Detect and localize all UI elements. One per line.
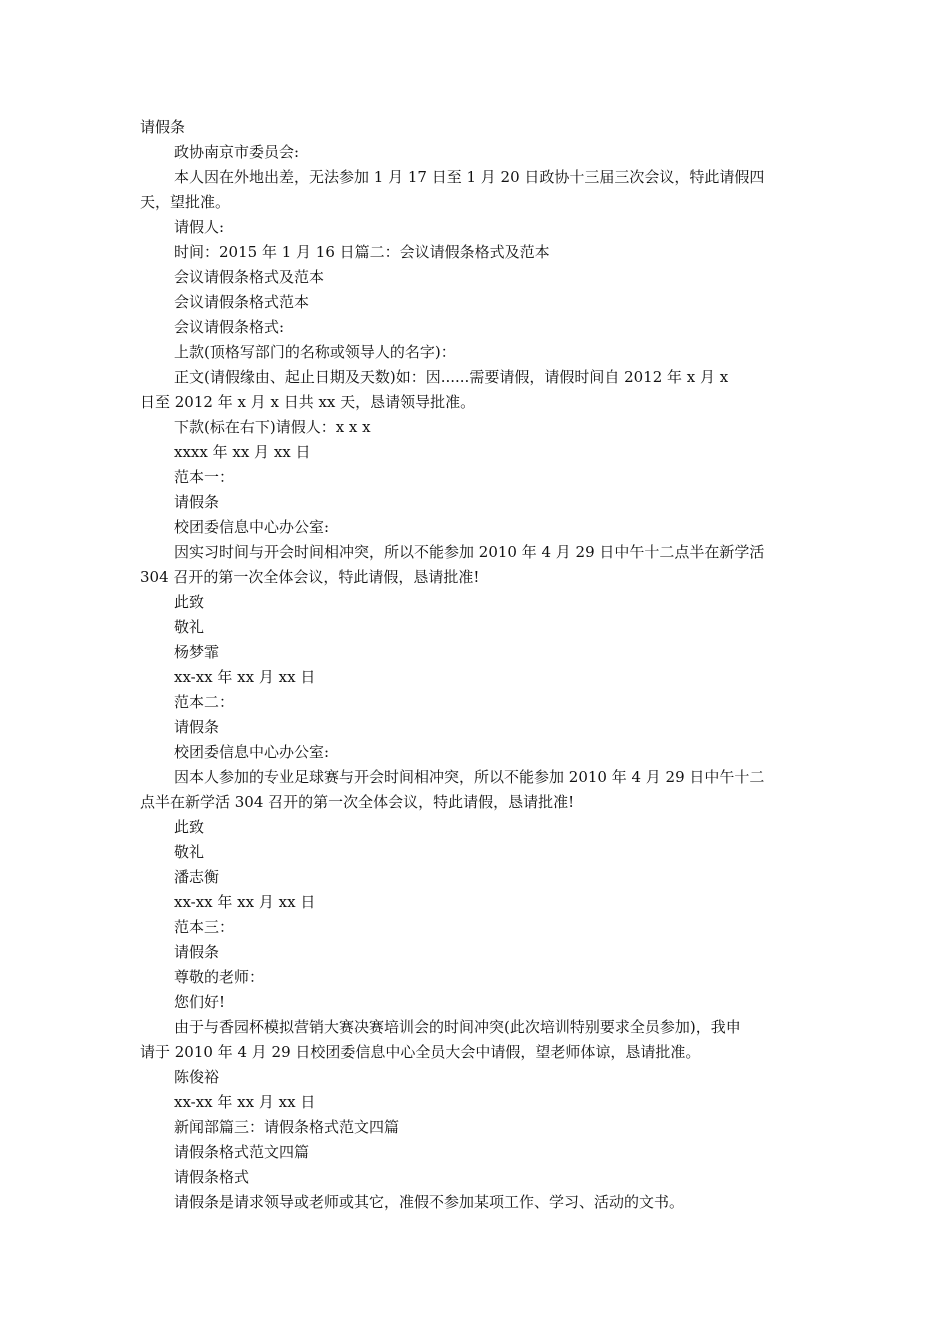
text-line: 由于与香园杯模拟营销大赛决赛培训会的时间冲突(此次培训特别要求全员参加)，我申	[174, 1018, 741, 1036]
text-line: 请假条格式	[174, 1168, 250, 1186]
text-line: 会议请假条格式范本	[174, 293, 310, 311]
text-line: 正文(请假缘由、起止日期及天数)如：因......需要请假，请假时间自 2012 年 x 月 x	[174, 368, 729, 386]
text-line: 杨梦霏	[174, 643, 220, 661]
text-line: 请于 2010 年 4 月 29 日校团委信息中心全员大会中请假，望老师体谅，恳请批准。	[140, 1043, 701, 1061]
text-line: 因实习时间与开会时间相冲突，所以不能参加 2010 年 4 月 29 日中午十二点半在新学活	[174, 543, 765, 561]
text-line: 304 召开的第一次全体会议，特此请假，恳请批准!	[140, 568, 480, 586]
text-line: 潘志衡	[174, 868, 220, 886]
text-line: 敬礼	[174, 843, 205, 861]
text-line: xx-xx 年 xx 月 xx 日	[174, 668, 316, 686]
text-line: 校团委信息中心办公室:	[174, 743, 330, 761]
text-line: 范本二：	[174, 693, 235, 711]
text-line: xx-xx 年 xx 月 xx 日	[174, 1093, 316, 1111]
text-line: 范本一：	[174, 468, 235, 486]
text-line: 尊敬的老师：	[174, 968, 265, 986]
text-line: 校团委信息中心办公室:	[174, 518, 330, 536]
text-line: 本人因在外地出差，无法参加 1 月 17 日至 1 月 20 日政协十三届三次会议，特此请假四	[174, 168, 765, 186]
text-line: 会议请假条格式:	[174, 318, 285, 336]
text-line: xxxx 年 xx 月 xx 日	[174, 443, 311, 461]
text-line: 天，望批准。	[140, 193, 231, 211]
text-line: 请假条格式范文四篇	[174, 1143, 310, 1161]
text-line: 请假条	[174, 718, 220, 736]
text-line: 范本三：	[174, 918, 235, 936]
text-line: xx-xx 年 xx 月 xx 日	[174, 893, 316, 911]
text-line: 上款(顶格写部门的名称或领导人的名字)：	[174, 343, 456, 361]
text-line: 陈俊裕	[174, 1068, 220, 1086]
text-line: 政协南京市委员会:	[174, 143, 300, 161]
document-body	[140, 115, 810, 1215]
text-line: 下款(标在右下)请假人：x x x	[174, 418, 371, 436]
text-line: 请假条	[174, 493, 220, 511]
text-line: 请假条是请求领导或老师或其它，准假不参加某项工作、学习、活动的文书。	[174, 1193, 685, 1211]
text-line: 请假条	[140, 118, 186, 136]
text-line: 此致	[174, 593, 205, 611]
text-line: 此致	[174, 818, 205, 836]
text-line: 您们好!	[174, 993, 226, 1011]
text-line: 因本人参加的专业足球赛与开会时间相冲突，所以不能参加 2010 年 4 月 29 日中午十二	[174, 768, 765, 786]
text-line: 新闻部篇三：请假条格式范文四篇	[174, 1118, 400, 1136]
text-line: 日至 2012 年 x 月 x 日共 xx 天，恳请领导批准。	[140, 393, 476, 411]
text-line: 点半在新学活 304 召开的第一次全体会议，特此请假，恳请批准!	[140, 793, 575, 811]
text-line: 敬礼	[174, 618, 205, 636]
text-line: 会议请假条格式及范本	[174, 268, 325, 286]
text-line: 请假人:	[174, 218, 225, 236]
text-line: 请假条	[174, 943, 220, 961]
text-line: 时间：2015 年 1 月 16 日篇二：会议请假条格式及范本	[174, 243, 550, 261]
